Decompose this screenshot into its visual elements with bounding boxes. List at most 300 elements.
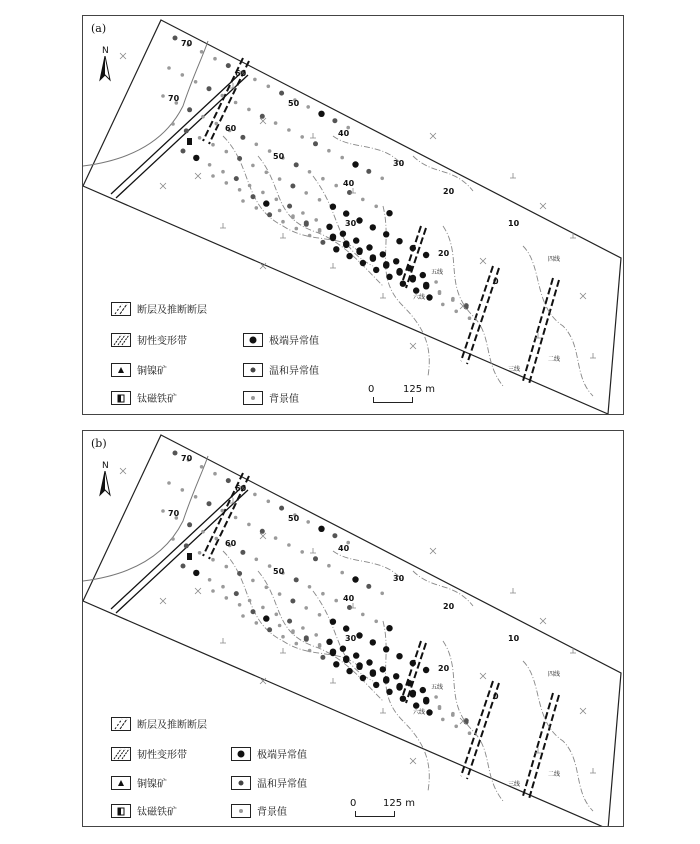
legend-extreme xyxy=(231,746,307,761)
extreme-anomaly-point xyxy=(396,238,402,244)
tee-symbol xyxy=(280,233,286,238)
background-point xyxy=(198,136,202,140)
line-number-label: 20 xyxy=(438,664,450,673)
road-line xyxy=(116,490,248,613)
background-point xyxy=(301,626,305,630)
mild-anomaly-point xyxy=(332,533,337,538)
background-point xyxy=(248,599,252,603)
mild-anomaly-point xyxy=(320,655,325,660)
background-dot-icon xyxy=(243,391,263,405)
extreme-anomaly-point xyxy=(380,251,386,257)
background-point xyxy=(181,73,185,77)
extreme-anomaly-point xyxy=(330,204,336,210)
cross-symbol xyxy=(195,588,201,594)
line-number-label: 0 xyxy=(493,277,499,286)
fault-symbol-icon xyxy=(111,302,131,316)
background-point xyxy=(221,509,225,513)
legend-ductile-label: 韧性变形带 xyxy=(137,750,187,761)
map-tag-label: 六线 xyxy=(413,709,426,716)
map-tag-label: 二线 xyxy=(548,771,561,778)
tee-symbol xyxy=(380,708,386,713)
contour-line xyxy=(383,206,429,376)
cross-symbol xyxy=(410,343,416,349)
background-point xyxy=(451,712,455,716)
contour-line xyxy=(443,226,503,386)
extreme-anomaly-point xyxy=(263,615,269,621)
fault-line xyxy=(529,280,559,384)
mild-anomaly-point xyxy=(187,522,192,527)
cross-symbol xyxy=(540,618,546,624)
background-point xyxy=(321,592,325,596)
mild-anomaly-point xyxy=(234,176,239,181)
extreme-anomaly-point xyxy=(413,702,419,708)
background-point xyxy=(225,596,229,600)
extreme-anomaly-point xyxy=(420,272,426,278)
background-point xyxy=(251,579,255,583)
background-point xyxy=(295,227,299,231)
background-point xyxy=(234,101,238,105)
cross-symbol xyxy=(580,708,586,714)
background-point xyxy=(468,731,472,735)
background-point xyxy=(308,170,312,174)
extreme-anomaly-point xyxy=(393,673,399,679)
mild-anomaly-point xyxy=(181,149,186,154)
fault-line xyxy=(406,643,426,703)
legend-cuni xyxy=(111,775,167,790)
extreme-anomaly-point xyxy=(373,682,379,688)
contour-line xyxy=(443,641,503,801)
cross-symbol xyxy=(160,183,166,189)
extreme-anomaly-point xyxy=(193,570,199,576)
extreme-anomaly-point xyxy=(383,261,389,267)
cross-symbol xyxy=(195,173,201,179)
mild-anomaly-point xyxy=(366,584,371,589)
background-point xyxy=(454,310,458,314)
extreme-anomaly-point xyxy=(340,646,346,652)
background-point xyxy=(318,613,322,617)
line-number-label: 70 xyxy=(181,39,193,48)
mild-anomaly-point xyxy=(251,609,256,614)
tee-symbol xyxy=(330,263,336,268)
mild-anomaly-point xyxy=(366,169,371,174)
legend-fault-label: 断层及推断断层 xyxy=(137,720,207,731)
background-point xyxy=(268,149,272,153)
extreme-anomaly-point xyxy=(373,267,379,273)
background-point xyxy=(208,163,212,167)
extreme-anomaly-point xyxy=(193,155,199,161)
cross-symbol xyxy=(120,53,126,59)
background-point xyxy=(308,649,312,653)
background-point xyxy=(274,536,278,540)
mild-anomaly-point xyxy=(320,240,325,245)
mild-anomaly-point xyxy=(267,627,272,632)
extreme-anomaly-point xyxy=(426,294,432,300)
extreme-anomaly-point xyxy=(356,662,362,668)
mild-anomaly-point xyxy=(304,220,309,225)
extreme-anomaly-point xyxy=(383,676,389,682)
background-point xyxy=(167,481,171,485)
legend-background xyxy=(231,803,287,818)
legend-ductile-label: 韧性变形带 xyxy=(137,336,187,347)
extreme-anomaly-point xyxy=(353,237,359,243)
background-point xyxy=(213,472,217,476)
mild-anomaly-point xyxy=(313,141,318,146)
tee-symbol xyxy=(280,648,286,653)
background-point xyxy=(211,558,215,562)
legend-mild-label: 温和异常值 xyxy=(269,366,319,377)
background-point xyxy=(171,537,175,541)
background-point xyxy=(306,520,310,524)
legend-extreme-label: 极端异常值 xyxy=(257,750,307,761)
contour-line xyxy=(383,621,429,791)
extreme-anomaly-point xyxy=(423,252,429,258)
map-canvas xyxy=(83,431,623,826)
timag-ore-marker xyxy=(187,138,192,145)
mild-anomaly-point xyxy=(347,190,352,195)
mild-anomaly-point xyxy=(237,156,242,161)
fault-symbol-icon xyxy=(111,717,131,731)
north-label: N xyxy=(102,461,109,471)
background-point xyxy=(278,209,282,213)
extreme-anomaly-point xyxy=(366,659,372,665)
background-point xyxy=(201,115,205,119)
background-point xyxy=(167,66,171,70)
background-point xyxy=(208,578,212,582)
extreme-anomaly-point xyxy=(400,281,406,287)
background-point xyxy=(255,206,259,210)
mild-anomaly-point xyxy=(294,162,299,167)
line-number-label: 40 xyxy=(338,129,350,138)
line-number-label: 70 xyxy=(168,94,180,103)
extreme-anomaly-point xyxy=(410,660,416,666)
extreme-anomaly-point xyxy=(386,274,392,280)
cross-symbol xyxy=(430,548,436,554)
mild-anomaly-point xyxy=(290,599,295,604)
background-point xyxy=(171,122,175,126)
background-point xyxy=(361,198,365,202)
background-point xyxy=(213,57,217,61)
extreme-anomaly-point xyxy=(370,254,376,260)
legend-background xyxy=(243,390,299,405)
mild-anomaly-point xyxy=(332,118,337,123)
background-point xyxy=(340,156,344,160)
background-point xyxy=(268,564,272,568)
legend-cuni-label: 铜镍矿 xyxy=(137,779,167,790)
timag-ore-icon xyxy=(111,391,131,405)
extreme-anomaly-point xyxy=(333,246,339,252)
cross-symbol xyxy=(480,673,486,679)
fault-line xyxy=(523,278,553,381)
cuni-ore-icon xyxy=(111,776,131,790)
background-point xyxy=(318,198,322,202)
background-point xyxy=(454,725,458,729)
line-number-label: 50 xyxy=(273,152,285,161)
contour-line xyxy=(258,571,383,701)
extreme-anomaly-point xyxy=(360,675,366,681)
road-line xyxy=(111,71,243,194)
mild-anomaly-point xyxy=(294,577,299,582)
background-point xyxy=(334,184,338,188)
background-point xyxy=(308,585,312,589)
legend-background-label: 背景值 xyxy=(269,394,299,405)
extreme-anomaly-point xyxy=(413,287,419,293)
background-point xyxy=(434,695,438,699)
line-number-label: 50 xyxy=(288,99,300,108)
background-point xyxy=(251,164,255,168)
background-point xyxy=(274,121,278,125)
line-number-label: 50 xyxy=(288,514,300,523)
background-point xyxy=(238,603,242,607)
background-point xyxy=(374,620,378,624)
legend-fault xyxy=(111,716,207,731)
extreme-anomaly-point xyxy=(366,244,372,250)
extreme-anomaly-point xyxy=(370,669,376,675)
mild-anomaly-point xyxy=(207,501,212,506)
extreme-anomaly-point xyxy=(370,639,376,645)
background-point xyxy=(314,633,318,637)
extreme-anomaly-point xyxy=(343,625,349,631)
extreme-dot-icon xyxy=(231,747,251,761)
background-point xyxy=(255,143,259,147)
extreme-anomaly-point xyxy=(400,696,406,702)
background-point xyxy=(380,592,384,596)
mild-anomaly-point xyxy=(184,128,189,133)
legend-fault xyxy=(111,301,207,316)
background-point xyxy=(225,150,229,154)
line-number-label: 40 xyxy=(343,594,355,603)
background-point xyxy=(267,500,271,504)
extreme-anomaly-point xyxy=(410,690,416,696)
extreme-anomaly-point xyxy=(386,625,392,631)
line-number-label: 50 xyxy=(273,567,285,576)
cross-symbol xyxy=(260,118,266,124)
line-number-label: 10 xyxy=(508,219,520,228)
background-point xyxy=(211,143,215,147)
background-point xyxy=(300,550,304,554)
tee-symbol xyxy=(590,768,596,773)
background-point xyxy=(253,493,257,497)
legend-background-label: 背景值 xyxy=(257,807,287,818)
background-point xyxy=(267,85,271,89)
extreme-anomaly-point xyxy=(343,655,349,661)
extreme-anomaly-point xyxy=(396,683,402,689)
fault-line xyxy=(529,695,559,799)
background-point xyxy=(304,606,308,610)
background-point xyxy=(287,128,291,132)
road-line xyxy=(111,486,243,609)
background-point xyxy=(278,592,282,596)
extreme-anomaly-point xyxy=(396,653,402,659)
extreme-anomaly-point xyxy=(383,646,389,652)
background-point xyxy=(314,218,318,222)
mild-anomaly-point xyxy=(173,451,178,456)
legend-timag-label: 钛磁铁矿 xyxy=(137,394,177,405)
legend-cuni-label: 铜镍矿 xyxy=(137,366,167,377)
extreme-anomaly-point xyxy=(263,200,269,206)
background-point xyxy=(451,297,455,301)
cross-symbol xyxy=(430,133,436,139)
mild-anomaly-point xyxy=(279,506,284,511)
mild-anomaly-point xyxy=(279,91,284,96)
cross-symbol xyxy=(260,533,266,539)
extreme-anomaly-point xyxy=(423,697,429,703)
contour-line xyxy=(523,661,593,811)
extreme-anomaly-point xyxy=(343,240,349,246)
extreme-anomaly-point xyxy=(330,619,336,625)
extreme-anomaly-point xyxy=(330,649,336,655)
extreme-anomaly-point xyxy=(393,258,399,264)
map-panel-b xyxy=(82,430,624,827)
tee-symbol xyxy=(510,173,516,178)
extreme-anomaly-point xyxy=(330,234,336,240)
line-number-label: 40 xyxy=(343,179,355,188)
background-point xyxy=(295,642,299,646)
line-number-label: 20 xyxy=(438,249,450,258)
background-point xyxy=(281,635,285,639)
background-point xyxy=(255,621,259,625)
extreme-anomaly-point xyxy=(346,253,352,259)
tee-symbol xyxy=(310,133,316,138)
background-point xyxy=(211,174,215,178)
extreme-anomaly-point xyxy=(410,245,416,251)
background-point xyxy=(265,171,269,175)
extreme-anomaly-point xyxy=(356,632,362,638)
cross-symbol xyxy=(410,758,416,764)
scale-distance: 125 m xyxy=(383,798,416,809)
extreme-dot-icon xyxy=(243,333,263,347)
background-point xyxy=(211,589,215,593)
background-point xyxy=(261,191,265,195)
background-point xyxy=(361,613,365,617)
background-point xyxy=(161,94,165,98)
extreme-anomaly-point xyxy=(333,661,339,667)
background-point xyxy=(275,198,279,202)
legend-timag xyxy=(111,390,177,405)
extreme-anomaly-point xyxy=(356,247,362,253)
cross-symbol xyxy=(160,598,166,604)
scale-zero: 0 xyxy=(350,798,357,809)
map-canvas xyxy=(83,16,623,414)
contour-line xyxy=(258,156,383,286)
contour-line xyxy=(413,571,473,606)
background-point xyxy=(247,523,251,527)
legend-mild xyxy=(243,362,319,377)
background-point xyxy=(255,558,259,562)
mild-anomaly-point xyxy=(226,63,231,68)
legend-cuni xyxy=(111,362,167,377)
tee-symbol xyxy=(330,678,336,683)
line-number-label: 30 xyxy=(393,159,405,168)
background-point xyxy=(215,537,219,541)
background-point xyxy=(194,80,198,84)
map-tag-label: 三线 xyxy=(508,366,521,373)
line-number-label: 40 xyxy=(338,544,350,553)
extreme-anomaly-point xyxy=(423,282,429,288)
extreme-anomaly-point xyxy=(386,689,392,695)
background-point xyxy=(278,624,282,628)
mild-anomaly-point xyxy=(237,571,242,576)
line-number-label: 20 xyxy=(443,187,455,196)
north-label: N xyxy=(102,46,109,56)
line-number-label: 60 xyxy=(235,484,247,493)
background-point xyxy=(441,718,445,722)
mild-anomaly-point xyxy=(347,605,352,610)
map-tag-label: 六线 xyxy=(413,294,426,301)
background-point xyxy=(287,543,291,547)
extreme-anomaly-point xyxy=(343,210,349,216)
background-point xyxy=(434,280,438,284)
tee-symbol xyxy=(220,223,226,228)
background-point xyxy=(321,177,325,181)
timag-ore-marker xyxy=(187,553,192,560)
extreme-anomaly-point xyxy=(410,275,416,281)
background-point xyxy=(253,78,257,82)
legend-mild-label: 温和异常值 xyxy=(257,779,307,790)
extreme-anomaly-point xyxy=(326,224,332,230)
legend-fault-label: 断层及推断断层 xyxy=(137,305,207,316)
background-point xyxy=(340,571,344,575)
extreme-anomaly-point xyxy=(380,666,386,672)
background-point xyxy=(238,188,242,192)
line-number-label: 20 xyxy=(443,602,455,611)
line-number-label: 10 xyxy=(508,634,520,643)
mild-anomaly-point xyxy=(187,107,192,112)
map-panel-a xyxy=(82,15,624,415)
mild-anomaly-point xyxy=(234,591,239,596)
background-point xyxy=(380,177,384,181)
background-point xyxy=(161,509,165,513)
background-point xyxy=(215,122,219,126)
legend-mild xyxy=(231,775,307,790)
extreme-anomaly-point xyxy=(340,231,346,237)
background-point xyxy=(278,177,282,181)
panel-label: (b) xyxy=(91,437,107,450)
map-tag-label: 二线 xyxy=(548,356,561,363)
background-point xyxy=(281,220,285,224)
extreme-anomaly-point xyxy=(326,639,332,645)
mild-anomaly-point xyxy=(267,212,272,217)
line-number-label: 60 xyxy=(225,539,237,548)
mild-anomaly-point xyxy=(184,543,189,548)
mild-anomaly-point xyxy=(313,556,318,561)
background-point xyxy=(318,228,322,232)
mild-anomaly-point xyxy=(173,36,178,41)
background-point xyxy=(181,488,185,492)
legend-extreme xyxy=(243,332,319,347)
background-point xyxy=(225,565,229,569)
extreme-anomaly-point xyxy=(420,687,426,693)
mild-anomaly-point xyxy=(304,635,309,640)
legend-extreme-label: 极端异常值 xyxy=(269,336,319,347)
legend-timag xyxy=(111,803,177,818)
background-point xyxy=(374,205,378,209)
cross-symbol xyxy=(540,203,546,209)
extreme-anomaly-point xyxy=(318,526,324,532)
background-point xyxy=(201,530,205,534)
contour-line xyxy=(223,136,363,256)
extreme-anomaly-point xyxy=(352,161,358,167)
contour-line xyxy=(223,551,363,671)
mild-dot-icon xyxy=(231,776,251,790)
cross-symbol xyxy=(580,293,586,299)
background-point xyxy=(468,316,472,320)
extreme-anomaly-point xyxy=(426,709,432,715)
line-number-label: 30 xyxy=(393,574,405,583)
mild-anomaly-point xyxy=(240,135,245,140)
legend-ductile xyxy=(111,746,187,761)
tee-symbol xyxy=(310,548,316,553)
background-dot-icon xyxy=(231,804,251,818)
